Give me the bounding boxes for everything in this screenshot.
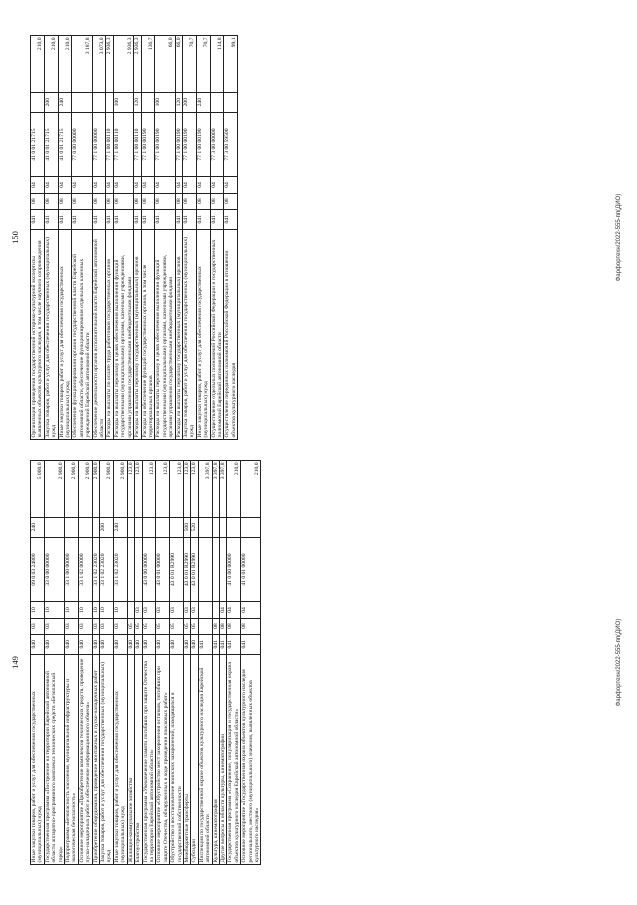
code-ministry: 041 [210,209,224,229]
row-amount: 2 900,0 [92,461,99,518]
code-target: 33 1 02 23020 [100,537,114,602]
code-expense-type [219,517,226,537]
code-ministry: 041 [175,209,182,229]
code-subsection: 04 [106,177,113,193]
code-section: 03 [78,618,92,634]
code-target [198,537,212,602]
code-target [212,537,219,602]
row-name: Расходы на выплаты персоналу в целях обеспечения выполнения функций государственными (муниципальными) органами, казенными учреждениями, органами управления государственными внебюджетными фондами [155,229,175,439]
row-amount: 3 397,8 [198,461,212,518]
row-name: Субсидии [191,654,198,864]
table-row [127,461,134,865]
code-expense-type [198,517,212,537]
code-expense-type: 200 [182,92,196,112]
row-name: Государственная программа «Построение на территории Еврейской автономной области аппаратно-программного комплекса технических средств «Безопасный город» [44,654,64,864]
row-amount: 2 900,0 [65,461,79,518]
table-row [92,36,106,440]
code-ministry: 040 [65,634,79,654]
code-section: 05 [191,618,198,634]
code-ministry: 040 [100,634,114,654]
row-amount: 210,0 [58,36,72,93]
code-target: 33 1 02 23020 [92,537,99,602]
code-ministry: 040 [142,634,156,654]
code-subsection: 10 [44,602,64,618]
code-subsection: 04 [219,602,226,618]
code-ministry: 041 [196,209,210,229]
code-expense-type [92,517,99,537]
left-page [10,460,622,865]
code-section: 08 [155,193,175,209]
code-subsection: 04 [175,177,182,193]
code-target: 43 0 01 R2990 [183,537,190,602]
code-subsection [198,602,212,618]
code-subsection: 10 [31,602,45,618]
code-section: 08 [44,193,58,209]
table-row [65,461,79,865]
row-name: Закупка товаров, работ и услуг для обеспечения государственных (муниципальных) нужд [100,654,114,864]
table-row [175,36,182,440]
code-ministry: 040 [135,634,142,654]
code-target: 77 1 00 00000 [92,112,106,177]
code-target: 77 1 00 00190 [175,112,182,177]
table-row [196,36,210,440]
code-section: 08 [196,193,210,209]
code-section: 08 [58,193,72,209]
table-row [72,36,92,440]
code-section: 08 [224,193,238,209]
code-subsection: 10 [78,602,92,618]
code-section: 03 [31,618,45,634]
row-amount: 123,0 [183,461,190,518]
code-target [127,537,134,602]
code-ministry: 040 [170,634,184,654]
code-ministry: 040 [191,634,198,654]
table-row [198,461,212,865]
code-target: 77 1 00 00110 [113,112,133,177]
code-subsection: 04 [31,177,45,193]
code-target: 41 0 00 00000 [227,537,241,602]
table-row [210,36,224,440]
code-section: 03 [65,618,79,634]
row-name: Расходы на выплаты по оплате труда работников государственных органов [106,229,113,439]
row-amount: 3 397,8 [219,461,226,518]
code-ministry: 040 [78,634,92,654]
table-row [141,36,155,440]
code-target: 41 0 01 21715 [58,112,72,177]
code-subsection: 04 [44,177,58,193]
row-name: Расходы на обеспечение функций государственных органов, в том числе территориальных органов [141,229,155,439]
code-expense-type [227,517,241,537]
table-row [182,36,196,440]
row-amount: 2 900,0 [44,461,64,518]
row-name: Осуществление переданных полномочий Российской Федерации в отношении объектов культурного наследия [224,229,238,439]
row-amount: 210,0 [227,461,241,518]
code-subsection: 03 [191,602,198,618]
code-expense-type [156,517,170,537]
code-subsection: 04 [155,177,175,193]
table-row [92,461,99,865]
code-expense-type [210,92,224,112]
code-subsection [212,602,219,618]
code-expense-type: 100 [113,92,133,112]
table-row [212,461,219,865]
row-amount: 2 936,3 [106,36,113,93]
code-section: 05 [142,618,156,634]
code-ministry: 041 [113,209,133,229]
code-ministry: 041 [141,209,155,229]
table-row [224,36,238,440]
row-amount: 136,7 [141,36,155,93]
table-row [31,36,45,440]
table-row [241,461,261,865]
code-target: 77 1 00 00110 [106,112,113,177]
row-name: Расходы на выплаты персоналу государственных (муниципальных) органов [175,229,182,439]
code-subsection: 04 [113,177,133,193]
code-expense-type: 120 [175,92,182,112]
code-section: 05 [183,618,190,634]
code-expense-type: 200 [44,92,58,112]
code-section: 08 [106,193,113,209]
code-section: 05 [135,618,142,634]
code-ministry: 041 [212,634,219,654]
row-name: Инспекция по государственной охране объектов культурного наследия Еврейской автономной области [198,654,212,864]
code-target: 43 0 00 00000 [142,537,156,602]
row-amount: 123,0 [191,461,198,518]
code-target [219,537,226,602]
code-subsection: 10 [100,602,114,618]
row-amount: 210,0 [31,36,45,93]
row-amount: 99,1 [224,36,238,93]
code-target: 41 0 01 00000 [241,537,261,602]
code-section: 08 [241,618,261,634]
row-name: Расходы на выплаты персоналу государственных (муниципальных) органов [134,229,141,439]
row-amount: 2 936,3 [134,36,141,93]
code-ministry: 041 [198,634,212,654]
row-amount: 3 187,8 [72,36,92,93]
code-section: 08 [72,193,92,209]
code-subsection: 04 [58,177,72,193]
code-expense-type [141,92,155,112]
code-expense-type [241,517,261,537]
code-expense-type [31,92,45,112]
code-expense-type [92,92,106,112]
code-ministry: 041 [155,209,175,229]
code-target [135,537,142,602]
table-row [113,36,133,440]
code-subsection: 04 [92,177,106,193]
table-row [44,461,64,865]
code-expense-type [72,92,92,112]
code-section: 05 [170,618,184,634]
code-target: 43 0 01 R2990 [170,537,184,602]
row-amount: 123,0 [156,461,170,518]
row-name: Закупка товаров, работ и услуг для обеспечения государственных (муниципальных) нужд [44,229,58,439]
code-target: 77 3 00 59500 [224,112,238,177]
code-expense-type: 240 [196,92,210,112]
code-section: 08 [182,193,196,209]
code-target: 77 1 00 00110 [134,112,141,177]
code-ministry: 041 [224,209,238,229]
code-ministry: 041 [241,634,261,654]
code-ministry: 040 [44,634,64,654]
code-subsection: 04 [224,177,238,193]
code-subsection: 04 [196,177,210,193]
row-name: Организация проведения государственной историко-культурной экспертизы выявленных объектов культурного наследия, в том числе научного сопровождения [31,229,45,439]
code-subsection: 10 [92,602,99,618]
code-expense-type: 240 [58,92,72,112]
code-expense-type [44,517,64,537]
row-amount: 66,0 [175,36,182,93]
code-section: 03 [100,618,114,634]
table-row [191,461,198,865]
code-target: 77 1 00 00190 [182,112,196,177]
code-target: 33 1 00 00000 [65,537,79,602]
code-section: 03 [92,618,99,634]
right-page [10,35,622,440]
table-row [44,36,58,440]
code-expense-type: 100 [155,92,175,112]
code-target: 77 0 00 00000 [72,112,92,177]
row-amount: 5 000,0 [31,461,45,518]
row-name: Основное мероприятие «Обустройство мест захоронения останков, погибших при защите Отечества, обнаруженных в ходе проведения поисковых работ» [156,654,170,864]
table-row [31,461,45,865]
code-expense-type: 520 [191,517,198,537]
code-ministry: 041 [227,634,241,654]
row-amount: 210,0 [241,461,261,518]
row-name: Благоустройство [135,654,142,864]
code-ministry: 041 [31,209,45,229]
code-section: 08 [212,618,219,634]
code-section: 05 [127,618,134,634]
page-number: 150 [10,231,20,244]
code-ministry: 041 [219,634,226,654]
table-row [183,461,190,865]
code-ministry: 041 [134,209,141,229]
code-target: 77 3 00 00000 [210,112,224,177]
code-section: 08 [134,193,141,209]
code-expense-type: 200 [100,517,114,537]
table-row [142,461,156,865]
document-footer: Фарфортехн/2022-555-пп(ДИО) [616,618,622,707]
row-amount: 66,0 [155,36,175,93]
table-row [78,461,92,865]
row-amount: 2 936,3 [113,36,133,93]
code-section: 08 [210,193,224,209]
code-section: 08 [31,193,45,209]
row-name: Закупка товаров, работ и услуг для обеспечения государственных (муниципальных) нужд [182,229,196,439]
code-subsection: 03 [170,602,184,618]
row-name: Иные закупки товаров, работ и услуг для обеспечения государственных (муниципальных) нужд [58,229,72,439]
table-row [100,461,114,865]
row-name: Иные закупки товаров, работ и услуг для обеспечения государственных (муниципальных) нужд [113,654,127,864]
table-row [170,461,184,865]
code-target: 33 0 00 00000 [44,537,64,602]
code-expense-type [65,517,79,537]
code-section [198,618,212,634]
row-name: Обеспечение деятельности органов исполнительной власти Еврейской автономной области [92,229,106,439]
code-section: 08 [141,193,155,209]
code-section: 08 [175,193,182,209]
code-subsection: 04 [141,177,155,193]
document-footer: Фарфортехн/2022-555-пп(ДИО) [616,193,622,282]
row-name: Подпрограмма «Безопасность населения, муниципальной инфраструктуры и экологическая безопасность» [65,654,79,864]
code-section: 08 [92,193,106,209]
code-expense-type [78,517,92,537]
row-name: Культура, кинематография [212,654,219,864]
code-target: 43 0 01 00000 [156,537,170,602]
code-subsection: 03 [135,602,142,618]
code-section: 08 [227,618,241,634]
row-name: Межбюджетные трансферты [183,654,190,864]
code-target: 77 1 00 00190 [196,112,210,177]
page-number: 149 [10,656,20,669]
table-row [219,461,226,865]
code-subsection: 03 [142,602,156,618]
budget-table [30,35,238,440]
code-expense-type [127,517,134,537]
row-name: Иные закупки товаров, работ и услуг для обеспечения государственных (муниципальных) нужд [196,229,210,439]
code-ministry: 040 [156,634,170,654]
code-subsection: 10 [65,602,79,618]
table-row [113,461,127,865]
table-row [227,461,241,865]
row-name: Другие вопросы в области культуры, кинематографии [219,654,226,864]
table-row [155,36,175,440]
row-name: Расходы на выплаты персоналу в целях обеспечения выполнения функций государственными (муниципальными) органами, казенными учреждениями, органами управления государственными внебюджетными фондами [113,229,133,439]
code-ministry: 040 [183,634,190,654]
code-ministry: 041 [58,209,72,229]
row-amount: 123,0 [127,461,134,518]
code-expense-type [135,517,142,537]
code-section: 05 [156,618,170,634]
code-expense-type [212,517,219,537]
code-subsection: 04 [134,177,141,193]
code-ministry: 040 [113,634,127,654]
code-expense-type: 120 [134,92,141,112]
row-name: Обустройство и восстановление воинских захоронений, находящихся в государственной собственности [170,654,184,864]
code-expense-type [106,92,113,112]
code-ministry: 041 [182,209,196,229]
row-amount: 3 073,0 [92,36,106,93]
code-ministry: 041 [44,209,58,229]
row-name: Основное мероприятие «Приобретение комплексов технических средств, проведение пуско-наладочных работ и обеспечение информационного обмена» [78,654,92,864]
code-target: 77 1 00 00190 [141,112,155,177]
row-amount: 114,8 [210,36,224,93]
code-subsection: 04 [241,602,261,618]
code-expense-type [170,517,184,537]
row-amount: 210,0 [44,36,58,93]
code-ministry: 041 [92,209,106,229]
code-target: 41 0 01 21715 [44,112,58,177]
budget-table [30,460,261,865]
code-ministry: 041 [72,209,92,229]
row-name: Обеспечение функционирования органов государственной власти Еврейской автономной области, обеспечение функционирования отдельных казенных учреждений Еврейской автономной области [72,229,92,439]
row-amount: 70,7 [182,36,196,93]
row-name: Приобретение оборудования, проведение монтажных и пуско-наладочных работ [92,654,99,864]
code-subsection: 03 [156,602,170,618]
row-amount: 2 900,0 [113,461,127,518]
code-subsection: 04 [182,177,196,193]
table-row [134,36,141,440]
code-subsection: 03 [183,602,190,618]
code-subsection [127,602,134,618]
row-name: Осуществление отдельных полномочий Российской Федерации и государственных полномочий Еврейской автономной области [210,229,224,439]
code-section: 08 [219,618,226,634]
code-subsection: 04 [72,177,92,193]
code-expense-type [142,517,156,537]
code-target: 77 1 00 00190 [155,112,175,177]
row-name: Государственная программа «Увековечение памяти погибших при защите Отечества на территории Еврейской автономной области» [142,654,156,864]
code-ministry: 040 [31,634,45,654]
code-section: 03 [44,618,64,634]
code-section: 03 [113,618,127,634]
table-row [58,36,72,440]
code-ministry: 040 [127,634,134,654]
code-expense-type: 240 [31,517,45,537]
code-ministry: 040 [92,634,99,654]
code-subsection: 10 [113,602,127,618]
code-subsection: 04 [227,602,241,618]
row-name: Государственная программа «Сохранение, популяризация и государственная охрана объектов культурного наследия Еврейской автономной области» [227,654,241,864]
code-expense-type: 500 [183,517,190,537]
code-target: 09 0 03 24800 [31,537,45,602]
row-amount: 2 900,0 [100,461,114,518]
row-amount: 3 397,8 [212,461,219,518]
code-target: 41 0 01 21715 [31,112,45,177]
code-target: 43 0 01 R2990 [191,537,198,602]
row-name: Жилищно-коммунальное хозяйство [127,654,134,864]
table-row [156,461,170,865]
row-amount: 70,7 [196,36,210,93]
code-target: 33 1 02 00000 [78,537,92,602]
code-expense-type [224,92,238,112]
code-section: 08 [113,193,133,209]
code-target: 33 1 02 23020 [113,537,127,602]
table-row [106,36,113,440]
row-name: Основное мероприятие «Государственная охрана объектов культурного наследия регионального, местного (муниципального) значения, выявленных объектов культурного наследия» [241,654,261,864]
table-row [135,461,142,865]
row-amount: 123,0 [135,461,142,518]
row-amount: 123,0 [142,461,156,518]
row-amount: 2 900,0 [78,461,92,518]
code-expense-type: 240 [113,517,127,537]
code-subsection: 04 [210,177,224,193]
row-amount: 123,0 [170,461,184,518]
row-name: Иные закупки товаров, работ и услуг для обеспечения государственных (муниципальных) нужд [31,654,45,864]
code-ministry: 041 [106,209,113,229]
